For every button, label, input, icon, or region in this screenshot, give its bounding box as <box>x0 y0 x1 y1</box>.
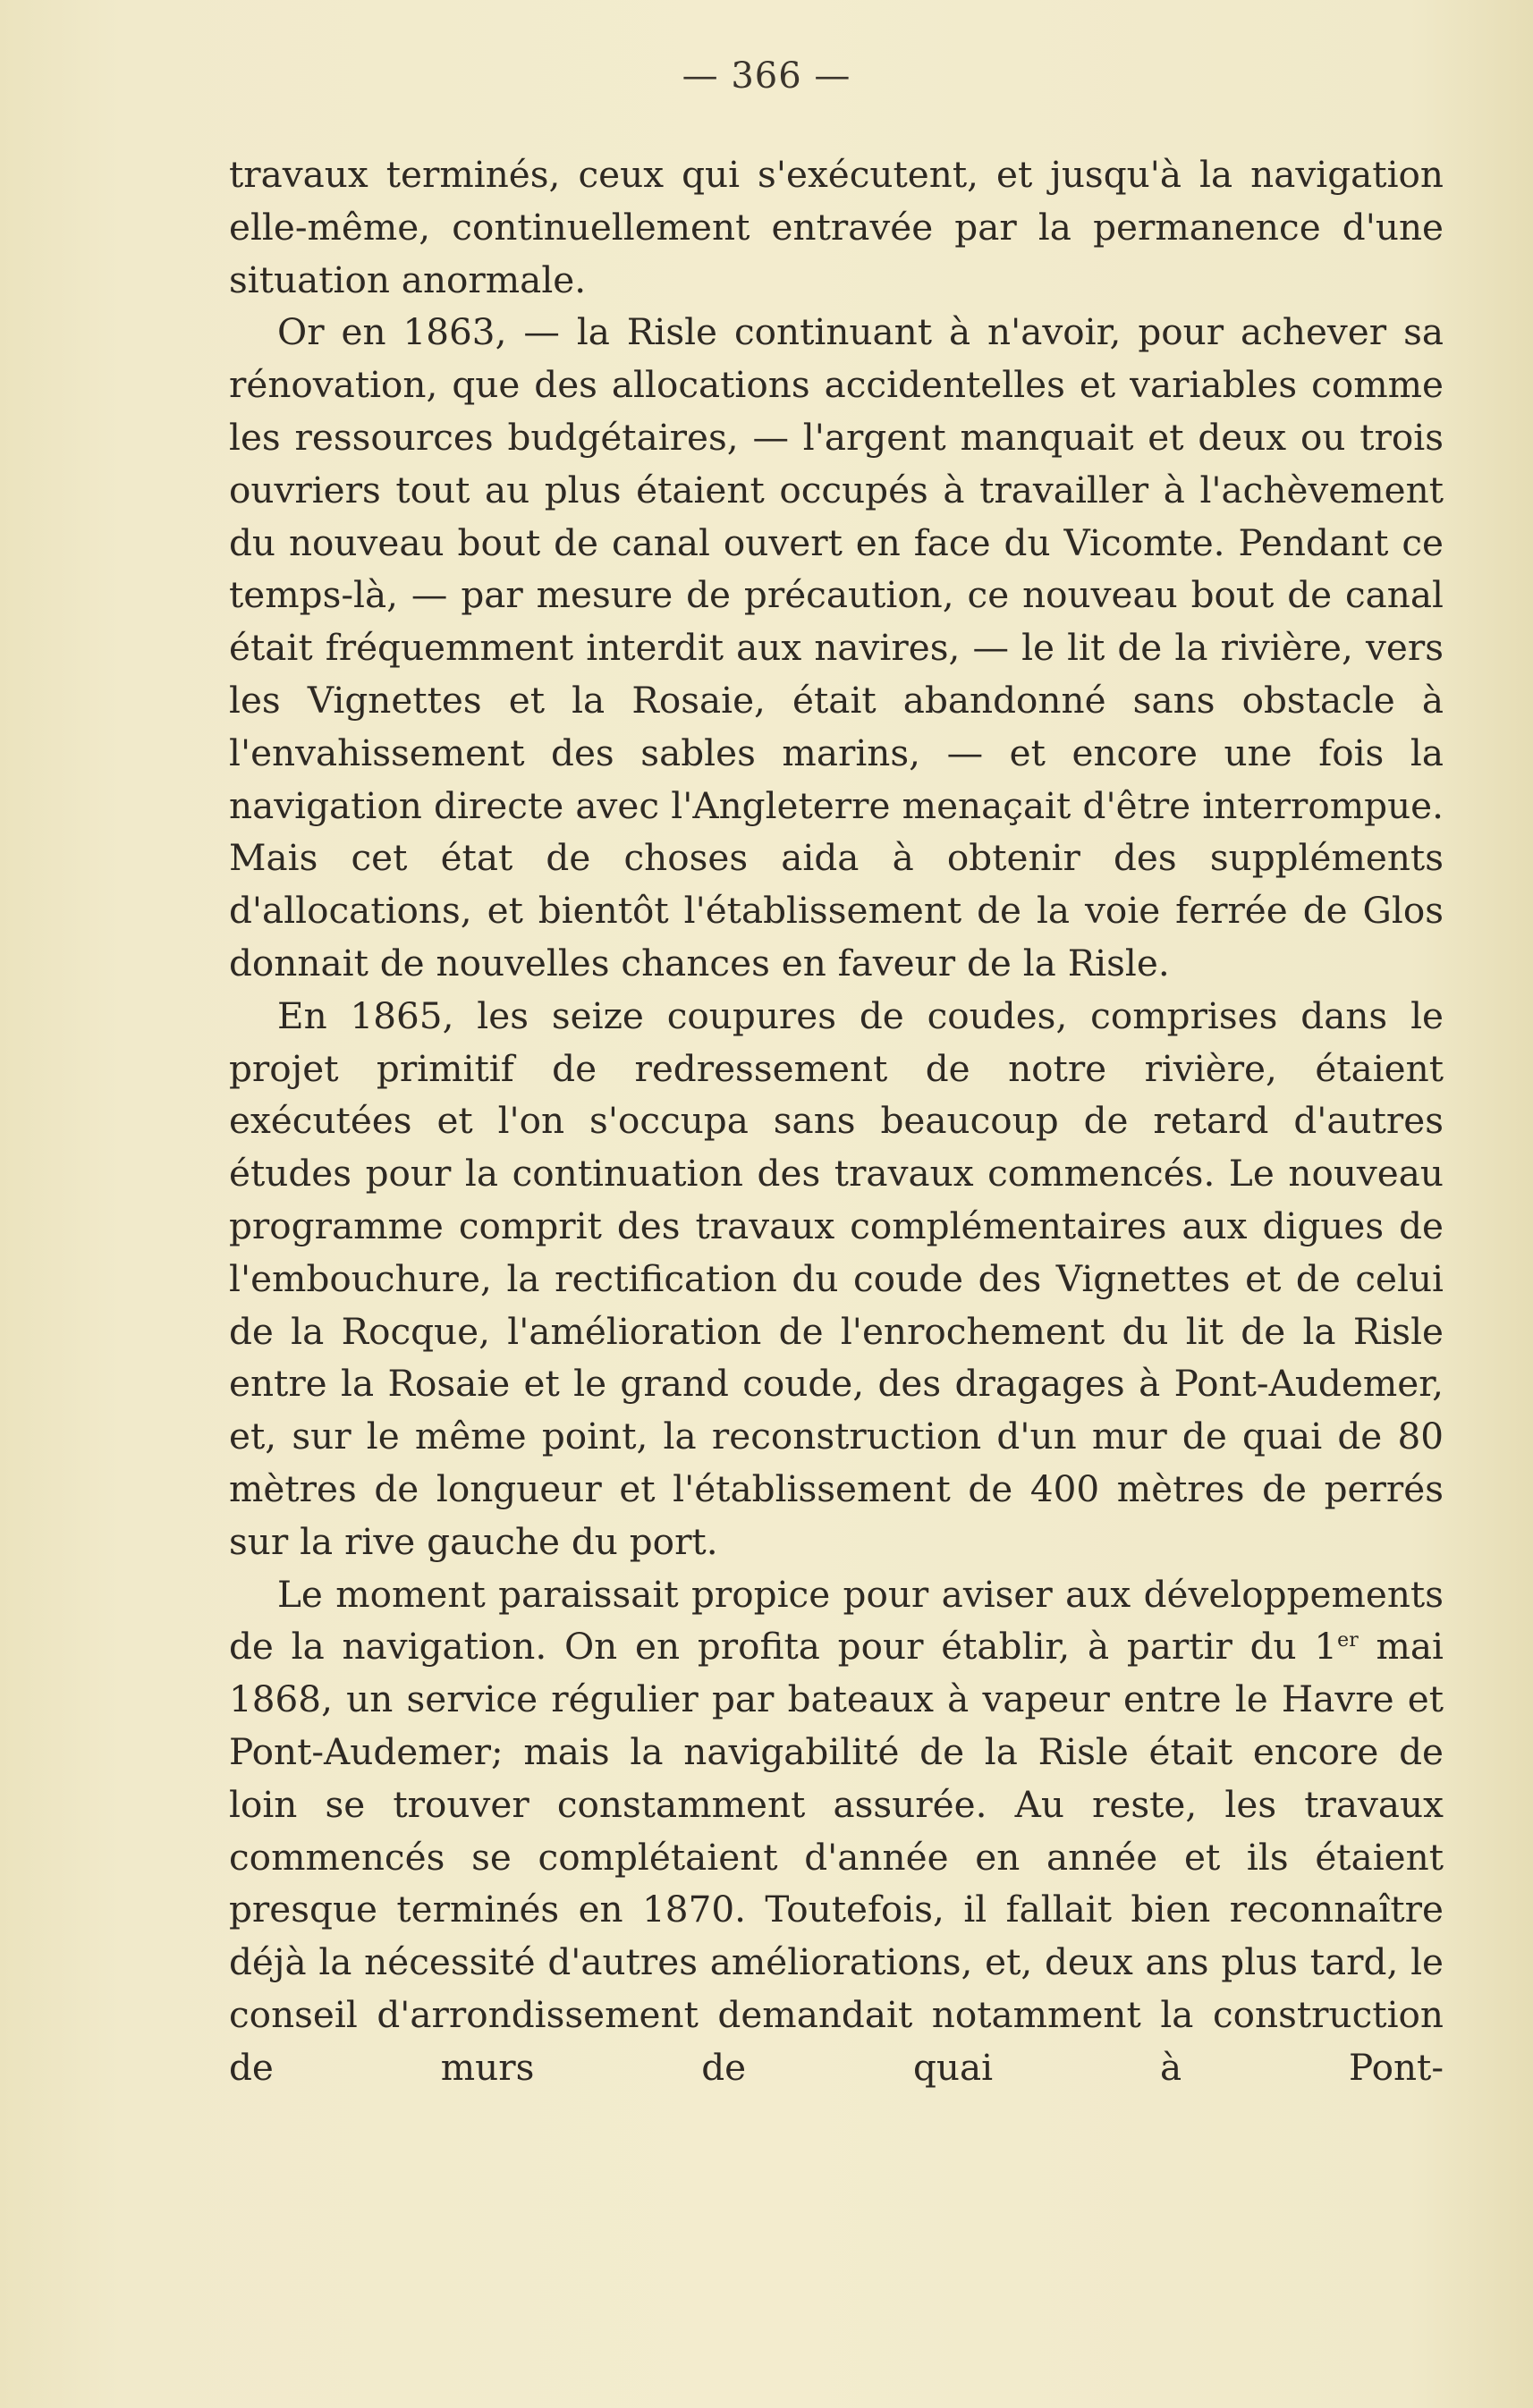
paragraph-2: Or en 1863, — la Risle continuant à n'avoir, pour achever sa rénovation, que des allocations accidentelles et variables comme les ressources budgétaires, — l'argent manquait et deux ou trois ouvriers tout au plus étaient occupés à travailler à l'achèvement du nouveau bout de canal ouvert en face du Vicomte. Pendant ce temps-là, — par mesure de précaution, ce nouveau bout de canal était fréquemment interdit aux navires, — le lit de la rivière, vers les Vignettes et la Rosaie, était abandonné sans obstacle à l'envahissement des sables marins, — et encore une fois la navigation directe avec l'Angleterre menaçait d'être interrompue. Mais cet état de choses aida à obtenir des suppléments d'allocations, et bientôt l'établissement de la voie ferrée de Glos donnait de nouvelles chances en faveur de la Risle. <box>229 310 1444 984</box>
paragraph-3: En 1865, les seize coupures de coudes, comprises dans le projet primitif de redressement de notre rivière, étaient exécutées et l'on s'occupa sans beaucoup de retard d'autres études pour la continuation des travaux commencés. Le nouveau programme comprit des travaux complémentaires aux digues de l'embouchure, la rectification du coude des Vignettes et de celui de la Rocque, l'amélioration de l'enrochement du lit de la Risle entre la Rosaie et le grand coude, des dragages à Pont-Audemer, et, sur le même point, la reconstruction d'un mur de quai de 80 mètres de longueur et l'établissement de 400 mètres de perrés sur la rive gauche du port. <box>229 993 1444 1563</box>
paragraph-4-text-a: Le moment paraissait propice pour aviser aux développements de la navigation. On en profita pour établir, à partir du 1 <box>229 1572 1444 1669</box>
paragraph-1: travaux terminés, ceux qui s'exécutent, et jusqu'à la navigation elle-même, continuellement entravée par la permanence d'une situation anormale. <box>229 153 1444 301</box>
body-text <box>229 148 1444 2093</box>
paragraph-4 <box>229 1568 1444 2094</box>
ordinal-superscript: er <box>1337 1629 1359 1652</box>
page-number: — 366 — <box>682 55 851 97</box>
paragraph-4-text-b: mai 1868, un service régulier par bateaux à vapeur entre le Havre et Pont-Audemer; mais la navigabilité de la Risle était encore de loin se trouver constamment assurée. Au reste, les travaux commencés se complétaient d'année en année et ils étaient presque terminés en 1870. Toutefois, il fallait bien reconnaître déjà la nécessité d'autres améliorations, et, deux ans plus tard, le conseil d'arrondissement demandait notamment la construction de murs de quai à Pont- <box>229 1625 1444 2089</box>
